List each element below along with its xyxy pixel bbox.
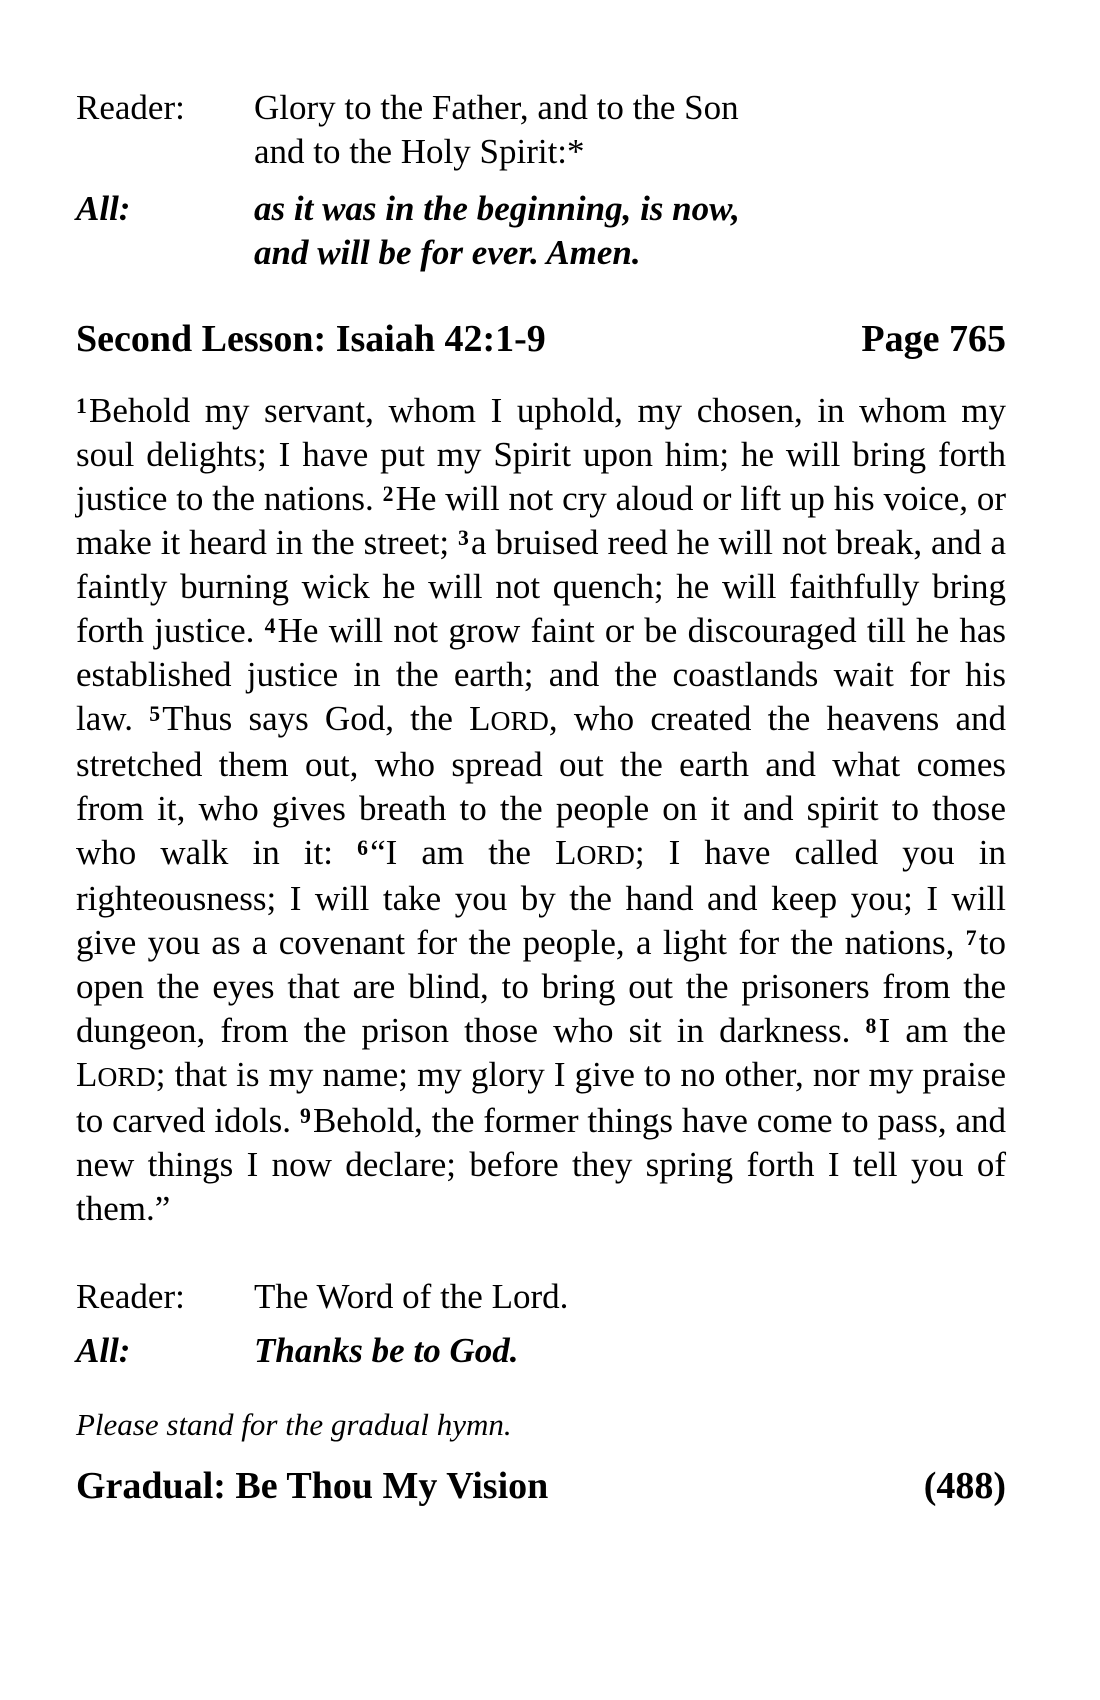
reader-label: Reader: bbox=[76, 1277, 185, 1316]
gloria-patri-dialogue bbox=[76, 86, 1006, 275]
gradual-title: Gradual: Be Thou My Vision bbox=[76, 1465, 549, 1507]
gradual-heading bbox=[76, 1463, 1006, 1509]
all-label: All: bbox=[76, 1331, 131, 1370]
wol-all-row bbox=[76, 1329, 1006, 1373]
verse-number: 9 bbox=[299, 1103, 311, 1128]
verse-number: 1 bbox=[76, 393, 87, 418]
verse-number: 3 bbox=[458, 525, 469, 550]
gradual-hymn-number: (488) bbox=[923, 1465, 1006, 1507]
gloria-reader-line-2: and to the Holy Spirit:* bbox=[254, 132, 585, 171]
lesson-heading bbox=[76, 317, 1006, 361]
wol-reader-row bbox=[76, 1275, 1006, 1319]
verse-number: 7 bbox=[965, 925, 977, 950]
gloria-all-line-2: and will be for ever. Amen. bbox=[254, 233, 641, 272]
gloria-all-line-1: as it was in the beginning, is now, bbox=[254, 189, 740, 228]
divine-name-smallcaps: LORD bbox=[469, 699, 549, 738]
lesson-page-reference: Page 765 bbox=[861, 318, 1006, 360]
lesson-title: Second Lesson: Isaiah 42:1-9 bbox=[76, 318, 546, 360]
gloria-reader-text bbox=[254, 86, 1006, 174]
gloria-reader-line-1: Glory to the Father, and to the Son bbox=[254, 88, 739, 127]
wol-all-text: Thanks be to God. bbox=[254, 1331, 519, 1370]
gloria-all-text bbox=[254, 187, 1006, 275]
divine-name-smallcaps: LORD bbox=[76, 1055, 156, 1094]
verse-number: 2 bbox=[382, 481, 394, 506]
verse-number: 5 bbox=[149, 701, 161, 726]
verse-number: 8 bbox=[865, 1013, 877, 1038]
lesson-paragraph: $^1$Behold my servant, whom I uphold, my chosen, in whom my soul delights; I have put my Spirit upon him; he will bring forth justice to the nations. $^2$He will not cry aloud or lift up his voice, or make it heard in the street; $^3$a bruised reed he will not break, and a faintly burning wick he will not quench; he will faithfully bring forth justice. $^4$He will not grow faint or be discouraged till he has established justice in the earth; and the coastlands wait for his law. $^5$Thus says God, the LORD, who created the heavens and stretched them out, who spread out the earth and what comes from it, who gives breath to the people on it and spirit to those who walk in it: $^6$“I am the LORD; I have called you in righteousness; I will take you by the hand and keep you; I will give you as a covenant for the people, a light for the nations, $^7$to open the eyes that are blind, to bring out the prisoners from the dungeon, from the prison those who sit in darkness. $^8$I am the LORD; that is my name; my glory I give to no other, nor my praise to carved idols. $^9$Behold, the former things have come to pass, and new things I now declare; before they spring forth I tell you of them.” bbox=[76, 391, 1007, 1228]
verse-number: 4 bbox=[264, 613, 276, 638]
divine-name-smallcaps: LORD bbox=[555, 833, 635, 872]
verse-number: 6 bbox=[357, 835, 368, 860]
rubric: Please stand for the gradual hymn. bbox=[76, 1407, 512, 1442]
reader-label: Reader: bbox=[76, 88, 185, 127]
gloria-reader-row bbox=[76, 86, 1006, 174]
word-of-the-lord-dialogue bbox=[76, 1275, 1006, 1373]
gloria-all-row bbox=[76, 187, 1006, 275]
wol-reader-text: The Word of the Lord. bbox=[254, 1277, 569, 1316]
all-label: All: bbox=[76, 189, 131, 228]
